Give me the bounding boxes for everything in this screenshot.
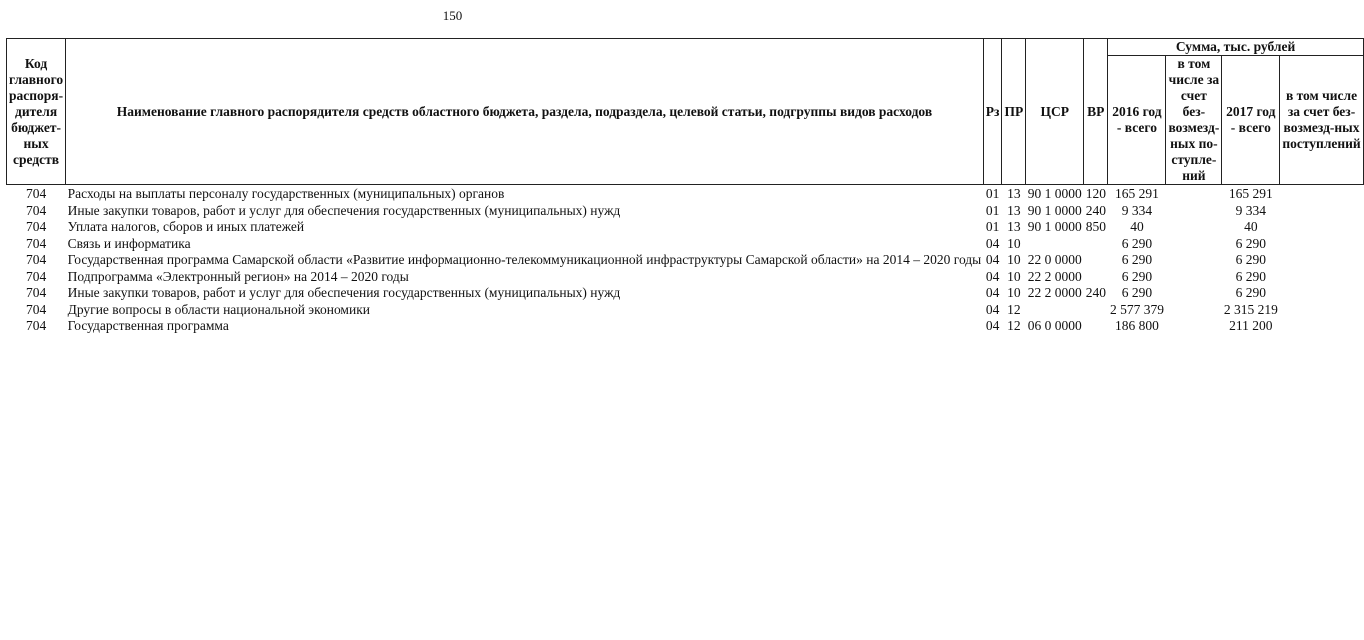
row-code: 704 xyxy=(25,268,47,284)
row-gratuitous-2016 xyxy=(1166,318,1222,335)
table-row xyxy=(7,285,1364,302)
row-csr: 22 0 0000 xyxy=(1027,252,1082,267)
row-gratuitous-2017 xyxy=(1280,269,1363,286)
row-sum-2017: 6 290 xyxy=(1235,268,1266,284)
table-row xyxy=(7,236,1364,253)
row-code: 704 xyxy=(25,235,47,251)
row-csr: 90 1 0000 xyxy=(1027,202,1082,218)
budget-table xyxy=(6,38,1364,335)
row-pr: 10 xyxy=(1007,268,1021,284)
header-code: Код главного распоря-дителя бюджет-ных средств xyxy=(7,39,66,185)
row-name: Государственная программа Самарской области «Развитие информационно-телекоммуникационной инфраструктуры Самарской области» на 2014 – 2020 годы xyxy=(67,252,982,267)
row-rz: 01 xyxy=(985,219,1000,234)
header-csr: ЦСР xyxy=(1026,39,1084,185)
row-name: Иные закупки товаров, работ и услуг для обеспечения государственных (муниципальных) нужд xyxy=(67,285,621,300)
row-vr: 240 xyxy=(1085,285,1106,300)
row-sum-2017: 211 200 xyxy=(1229,318,1273,333)
row-gratuitous-2017 xyxy=(1280,285,1363,302)
table-row xyxy=(7,203,1364,220)
row-csr: 22 2 0000 xyxy=(1027,268,1082,284)
row-name: Уплата налогов, сборов и иных платежей xyxy=(67,219,305,234)
row-code: 704 xyxy=(25,186,47,201)
row-gratuitous-2017 xyxy=(1280,236,1363,253)
row-gratuitous-2017 xyxy=(1280,185,1363,203)
table-row xyxy=(7,318,1364,335)
table-row xyxy=(7,269,1364,286)
row-gratuitous-2017 xyxy=(1280,302,1363,319)
row-rz: 04 xyxy=(985,235,1000,251)
row-csr xyxy=(1026,236,1084,253)
row-pr: 10 xyxy=(1007,235,1021,251)
row-name: Связь и информатика xyxy=(67,235,191,251)
row-rz: 01 xyxy=(985,186,1000,201)
row-pr: 13 xyxy=(1007,219,1021,234)
header-2016-total: 2016 год - всего xyxy=(1108,56,1166,185)
row-gratuitous-2017 xyxy=(1280,219,1363,236)
row-rz: 01 xyxy=(985,202,1000,218)
row-sum-2016: 6 290 xyxy=(1121,268,1153,284)
row-gratuitous-2017 xyxy=(1280,318,1363,335)
row-vr: 850 xyxy=(1085,219,1106,234)
table-header xyxy=(7,39,1364,185)
row-code: 704 xyxy=(25,285,47,300)
row-gratuitous-2016 xyxy=(1166,269,1222,286)
row-code: 704 xyxy=(25,318,47,333)
row-sum-2016: 6 290 xyxy=(1121,235,1153,251)
table-row xyxy=(7,185,1364,203)
row-gratuitous-2016 xyxy=(1166,252,1222,269)
row-code: 704 xyxy=(25,252,47,267)
row-sum-2016: 6 290 xyxy=(1121,285,1153,300)
row-pr: 13 xyxy=(1007,202,1021,218)
header-vr: ВР xyxy=(1084,39,1108,185)
row-csr: 22 2 0000 xyxy=(1027,285,1082,300)
header-2017-total: 2017 год - всего xyxy=(1222,56,1280,185)
row-vr xyxy=(1084,252,1108,269)
row-pr: 12 xyxy=(1007,301,1021,317)
row-gratuitous-2016 xyxy=(1166,219,1222,236)
header-name: Наименование главного распорядителя средств областного бюджета, раздела, подраздела, целевой статьи, подгруппы видов расходов xyxy=(66,39,984,185)
row-vr xyxy=(1084,318,1108,335)
row-gratuitous-2017 xyxy=(1280,203,1363,220)
row-rz: 04 xyxy=(985,301,1000,317)
row-csr: 90 1 0000 xyxy=(1027,186,1082,201)
header-pr: ПР xyxy=(1002,39,1026,185)
header-sum-group: Сумма, тыс. рублей xyxy=(1108,39,1363,56)
row-sum-2016: 2 577 379 xyxy=(1109,301,1164,317)
row-code: 704 xyxy=(25,219,47,234)
row-csr: 06 0 0000 xyxy=(1027,318,1082,333)
table-row xyxy=(7,252,1364,269)
row-csr xyxy=(1026,302,1084,319)
row-sum-2016: 9 334 xyxy=(1121,202,1153,218)
header-rz: Рз xyxy=(983,39,1002,185)
header-2016-gratuitous: в том числе за счет без-возмезд-ных по-ступле-ний xyxy=(1166,56,1222,185)
table-row xyxy=(7,302,1364,319)
row-code: 704 xyxy=(25,301,47,317)
row-pr: 10 xyxy=(1007,285,1021,300)
row-vr xyxy=(1084,269,1108,286)
row-pr: 10 xyxy=(1007,252,1021,267)
row-gratuitous-2016 xyxy=(1166,185,1222,203)
row-rz: 04 xyxy=(985,268,1000,284)
row-rz: 04 xyxy=(985,252,1000,267)
row-pr: 12 xyxy=(1007,318,1021,333)
header-2017-gratuitous: в том числе за счет без-возмезд-ных поступлений xyxy=(1280,56,1363,185)
row-code: 704 xyxy=(25,202,47,218)
row-gratuitous-2016 xyxy=(1166,236,1222,253)
row-rz: 04 xyxy=(985,318,1000,333)
row-sum-2017: 6 290 xyxy=(1235,235,1266,251)
row-name: Другие вопросы в области национальной экономики xyxy=(67,301,370,317)
row-sum-2017: 165 291 xyxy=(1228,186,1273,201)
row-gratuitous-2017 xyxy=(1280,252,1363,269)
table-body xyxy=(7,185,1364,335)
row-sum-2017: 9 334 xyxy=(1235,202,1266,218)
row-gratuitous-2016 xyxy=(1166,302,1222,319)
row-vr xyxy=(1084,302,1108,319)
row-name: Иные закупки товаров, работ и услуг для обеспечения государственных (муниципальных) нужд xyxy=(67,202,621,218)
row-sum-2016: 40 xyxy=(1130,219,1144,234)
row-sum-2017: 6 290 xyxy=(1235,252,1266,267)
row-sum-2017: 6 290 xyxy=(1235,285,1266,300)
row-sum-2017: 40 xyxy=(1244,219,1258,234)
row-vr: 240 xyxy=(1085,202,1106,218)
table-row xyxy=(7,219,1364,236)
row-pr: 13 xyxy=(1007,186,1021,201)
row-rz: 04 xyxy=(985,285,1000,300)
row-name: Государственная программа xyxy=(67,318,229,333)
page-number: 150 xyxy=(442,8,463,23)
row-csr: 90 1 0000 xyxy=(1027,219,1082,234)
row-name: Расходы на выплаты персоналу государственных (муниципальных) органов xyxy=(67,186,505,201)
row-name: Подпрограмма «Электронный регион» на 2014 – 2020 годы xyxy=(67,268,409,284)
row-sum-2016: 6 290 xyxy=(1121,252,1153,267)
row-gratuitous-2016 xyxy=(1166,203,1222,220)
row-vr: 120 xyxy=(1085,186,1106,201)
row-vr xyxy=(1084,236,1108,253)
row-sum-2016: 165 291 xyxy=(1115,186,1159,201)
row-sum-2016: 186 800 xyxy=(1115,318,1159,333)
row-gratuitous-2016 xyxy=(1166,285,1222,302)
row-sum-2017: 2 315 219 xyxy=(1223,301,1278,317)
